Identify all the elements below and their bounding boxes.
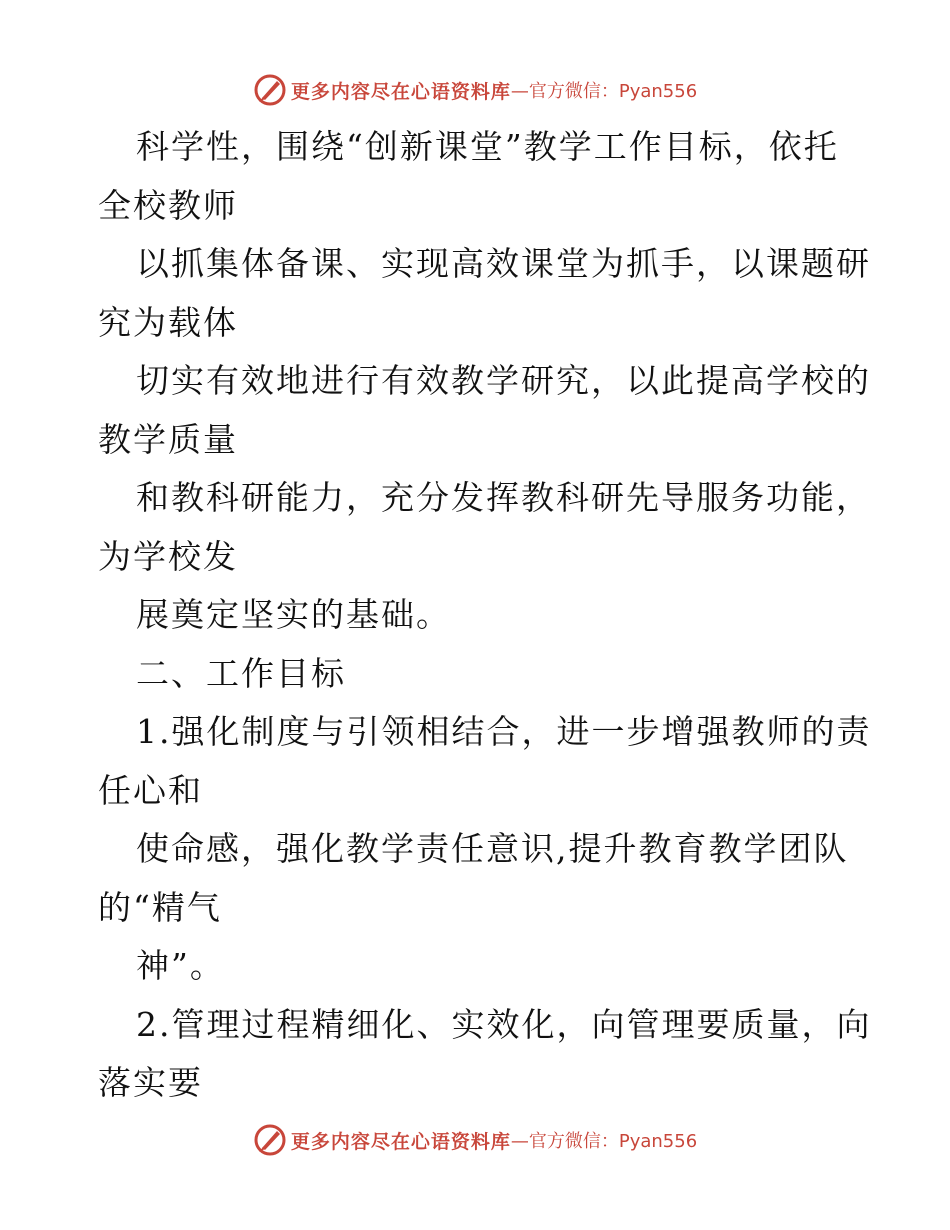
document-body bbox=[98, 118, 872, 1113]
body-line: 展奠定坚实的基础。 bbox=[136, 595, 451, 634]
quill-logo-icon bbox=[253, 73, 287, 107]
body-line: 切实有效地进行有效教学研究，以此提高学校的 bbox=[136, 361, 871, 400]
body-line: 使命感，强化教学责任意识,提升教育教学团队 bbox=[136, 829, 849, 868]
watermark-text: 更多内容尽在心语资料库 bbox=[290, 1130, 511, 1153]
body-line: 教学质量 bbox=[98, 419, 238, 459]
body-line: 究为载体 bbox=[98, 302, 238, 342]
body-line: 为学校发 bbox=[98, 536, 238, 576]
body-line: 全校教师 bbox=[98, 185, 238, 225]
body-line: 科学性，围绕“创新课堂”教学工作目标，依托 bbox=[136, 127, 839, 166]
quill-logo-icon bbox=[253, 1123, 287, 1157]
watermark-text: 更多内容尽在心语资料库 bbox=[290, 80, 511, 103]
body-line: 的“精气 bbox=[98, 887, 222, 927]
body-line: 神”。 bbox=[136, 946, 225, 985]
body-line: 以抓集体备课、实现高效课堂为抓手，以课题研 bbox=[136, 244, 871, 283]
body-line: 落实要 bbox=[98, 1063, 203, 1102]
footer-watermark bbox=[0, 1120, 950, 1160]
section-heading: 二、工作目标 bbox=[136, 653, 346, 693]
watermark-contact: —官方微信：Pyan556 bbox=[510, 81, 698, 102]
header-watermark bbox=[0, 70, 950, 110]
body-line: 任心和 bbox=[98, 770, 203, 810]
watermark-contact: —官方微信：Pyan556 bbox=[510, 1131, 698, 1152]
body-line: 1.强化制度与引领相结合，进一步增强教师的责 bbox=[136, 712, 872, 751]
body-line: 和教科研能力，充分发挥教科研先导服务功能， bbox=[136, 478, 871, 517]
body-line: 2.管理过程精细化、实效化，向管理要质量，向 bbox=[136, 1004, 872, 1044]
